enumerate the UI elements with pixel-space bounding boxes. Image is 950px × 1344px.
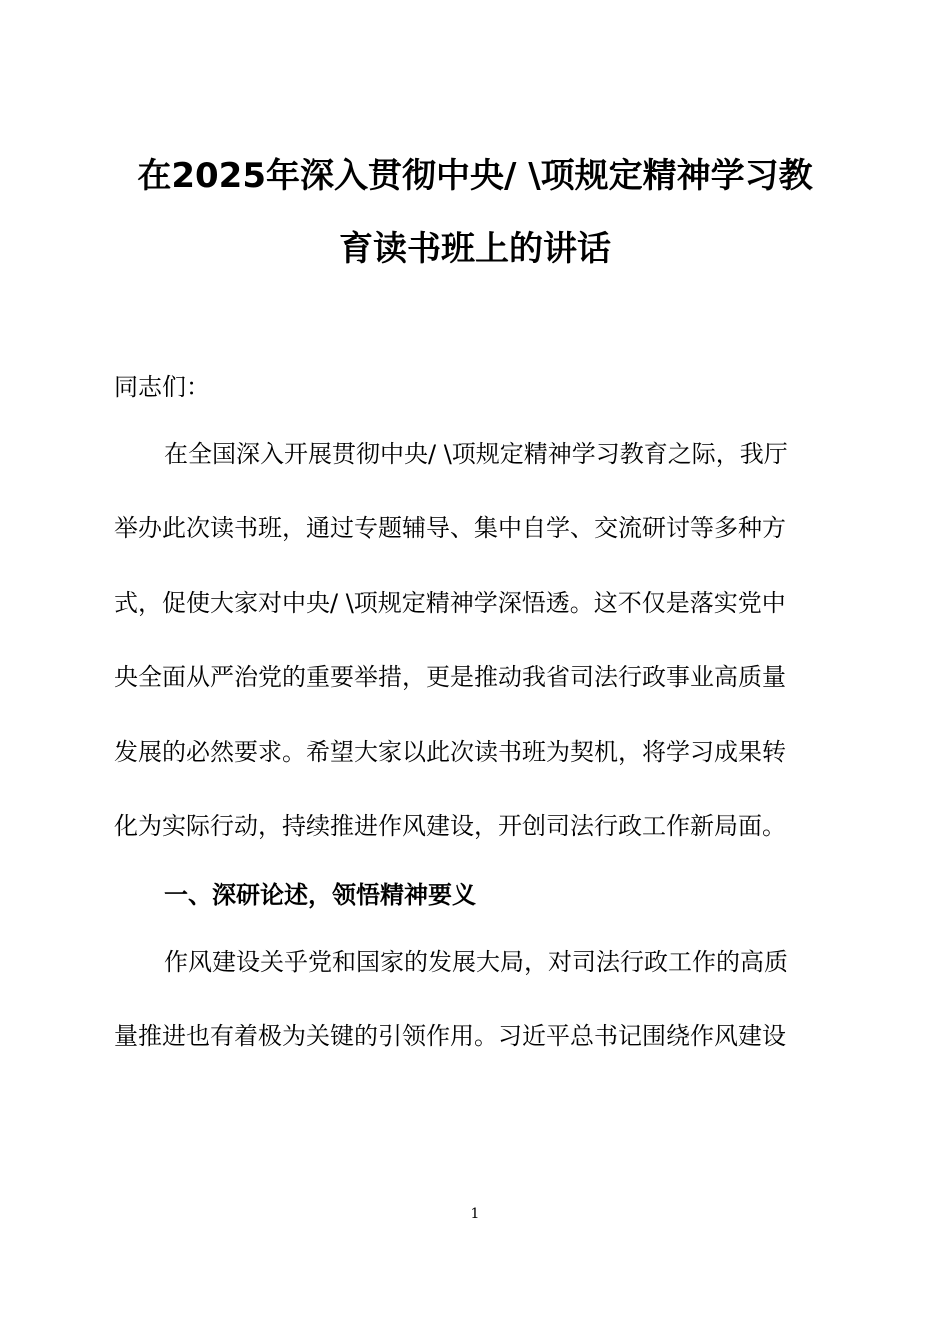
section-1-heading: 一、深研论述，领悟精神要义 <box>164 881 476 909</box>
paragraph-1-line-4: 央全面从严治党的重要举措，更是推动我省司法行政事业高质量 <box>114 663 786 691</box>
paragraph-1-line-2: 举办此次读书班，通过专题辅导、集中自学、交流研讨等多种方 <box>114 514 786 542</box>
paragraph-2-line-2: 量推进也有着极为关键的引领作用。习近平总书记围绕作风建设 <box>114 1022 786 1050</box>
salutation: 同志们： <box>114 373 210 401</box>
paragraph-1-line-3: 式，促使大家对中央/ \项规定精神学深悟透。这不仅是落实党中 <box>114 589 786 617</box>
page-number: 1 <box>470 1206 480 1222</box>
paragraph-1-line-5: 发展的必然要求。希望大家以此次读书班为契机，将学习成果转 <box>114 738 786 766</box>
paragraph-2-line-1: 作风建设关乎党和国家的发展大局，对司法行政工作的高质 <box>164 948 788 976</box>
paragraph-1-line-1: 在全国深入开展贯彻中央/ \项规定精神学习教育之际，我厅 <box>164 440 788 468</box>
title-line-2: 育读书班上的讲话 <box>339 229 611 269</box>
paragraph-1-line-6: 化为实际行动，持续推进作风建设，开创司法行政工作新局面。 <box>114 812 786 840</box>
title-line-1: 在2025年深入贯彻中央/ \项规定精神学习教 <box>137 156 813 196</box>
